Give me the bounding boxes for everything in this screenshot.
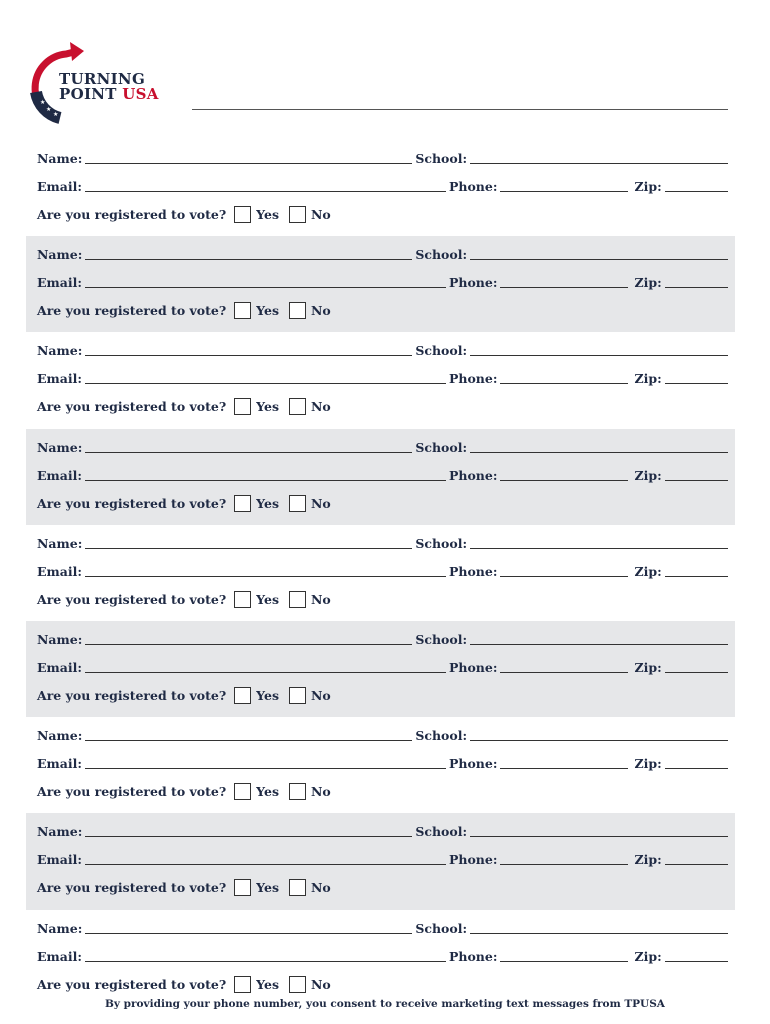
phone-field[interactable]: [500, 287, 628, 288]
entry-row-vote: [37, 494, 728, 512]
name-field[interactable]: [85, 836, 412, 837]
zip-label: Zip:: [634, 467, 662, 483]
no-checkbox[interactable]: [289, 976, 306, 993]
email-label: Email:: [37, 467, 82, 483]
yes-label: Yes: [256, 591, 279, 607]
school-label: School:: [415, 631, 468, 647]
school-label: School:: [415, 343, 468, 359]
name-field[interactable]: [85, 644, 412, 645]
yes-label: Yes: [256, 880, 279, 896]
email-label: Email:: [37, 371, 82, 387]
school-field[interactable]: [470, 933, 728, 934]
entry-row-email-phone-zip: [37, 947, 728, 965]
school-field[interactable]: [470, 644, 728, 645]
phone-label: Phone:: [448, 948, 498, 964]
logo-line-point: POINT USA: [59, 85, 159, 103]
entry-row-name-school: [37, 726, 728, 744]
name-label: Name:: [37, 824, 83, 840]
signup-entry: [26, 332, 735, 428]
email-field[interactable]: [85, 480, 446, 481]
school-label: School:: [415, 247, 468, 263]
phone-field[interactable]: [500, 768, 628, 769]
name-field[interactable]: [85, 163, 412, 164]
phone-label: Phone:: [448, 275, 498, 291]
school-label: School:: [415, 151, 468, 166]
phone-field[interactable]: [500, 576, 628, 577]
entry-row-vote: [37, 205, 728, 223]
yes-label: Yes: [256, 207, 279, 222]
entry-row-vote: [37, 782, 728, 800]
svg-text:★: ★: [46, 106, 52, 113]
email-field[interactable]: [85, 383, 446, 384]
name-label: Name:: [37, 151, 83, 166]
entry-row-email-phone-zip: [37, 562, 728, 580]
no-checkbox[interactable]: [289, 879, 306, 896]
entry-row-name-school: [37, 149, 728, 167]
zip-field[interactable]: [665, 576, 728, 577]
entry-row-email-phone-zip: [37, 466, 728, 484]
yes-label: Yes: [256, 303, 279, 319]
phone-field[interactable]: [500, 864, 628, 865]
email-field[interactable]: [85, 287, 446, 288]
entry-row-vote: [37, 878, 728, 896]
signup-entry: [26, 813, 735, 909]
school-field[interactable]: [470, 259, 728, 260]
phone-label: Phone:: [448, 756, 498, 772]
no-label: No: [311, 880, 331, 896]
no-label: No: [311, 495, 331, 511]
entry-row-name-school: [37, 822, 728, 840]
entry-row-email-phone-zip: [37, 754, 728, 772]
zip-label: Zip:: [634, 659, 662, 675]
school-field[interactable]: [470, 355, 728, 356]
entry-row-name-school: [37, 919, 728, 937]
zip-field[interactable]: [665, 383, 728, 384]
name-field[interactable]: [85, 548, 412, 549]
zip-label: Zip:: [634, 756, 662, 772]
yes-checkbox[interactable]: [234, 302, 251, 319]
no-label: No: [311, 591, 331, 607]
header-rule: [192, 109, 728, 110]
name-field[interactable]: [85, 259, 412, 260]
entry-row-email-phone-zip: [37, 369, 728, 387]
name-label: Name:: [37, 439, 83, 455]
entry-row-email-phone-zip: [37, 658, 728, 676]
entry-row-vote: [37, 301, 728, 319]
zip-field[interactable]: [665, 191, 728, 192]
email-label: Email:: [37, 275, 82, 291]
yes-checkbox[interactable]: [234, 591, 251, 608]
logo-usa: USA: [122, 85, 159, 103]
zip-label: Zip:: [634, 179, 662, 194]
email-field[interactable]: [85, 961, 446, 962]
zip-field[interactable]: [665, 961, 728, 962]
name-field[interactable]: [85, 740, 412, 741]
vote-question: Are you registered to vote?: [37, 784, 227, 800]
school-field[interactable]: [470, 836, 728, 837]
logo-line-turning: TURNING: [59, 70, 146, 88]
email-label: Email:: [37, 948, 82, 964]
name-label: Name:: [37, 728, 83, 744]
no-checkbox[interactable]: [289, 495, 306, 512]
no-label: No: [311, 303, 331, 319]
consent-notice: By providing your phone number, you consent to receive marketing text messages from TPUSA: [105, 998, 665, 1010]
name-label: Name:: [37, 343, 83, 359]
school-field[interactable]: [470, 548, 728, 549]
phone-label: Phone:: [448, 852, 498, 868]
entry-row-vote: [37, 397, 728, 415]
zip-label: Zip:: [634, 275, 662, 291]
entry-row-vote: [37, 686, 728, 704]
school-field[interactable]: [470, 740, 728, 741]
entry-row-email-phone-zip: [37, 177, 728, 195]
yes-label: Yes: [256, 976, 279, 992]
yes-checkbox[interactable]: [234, 495, 251, 512]
signup-entry: [26, 621, 735, 717]
signup-entry: [26, 525, 735, 621]
zip-field[interactable]: [665, 864, 728, 865]
phone-label: Phone:: [448, 467, 498, 483]
svg-text:★: ★: [53, 111, 59, 118]
yes-checkbox[interactable]: [234, 783, 251, 800]
signup-entry: [26, 910, 735, 1006]
yes-label: Yes: [256, 687, 279, 703]
yes-checkbox[interactable]: [234, 206, 251, 223]
email-label: Email:: [37, 756, 82, 772]
school-label: School:: [415, 824, 468, 840]
entry-row-name-school: [37, 245, 728, 263]
svg-text:★: ★: [40, 99, 46, 106]
yes-checkbox[interactable]: [234, 879, 251, 896]
signup-entry: [26, 717, 735, 813]
no-label: No: [311, 687, 331, 703]
vote-question: Are you registered to vote?: [37, 591, 227, 607]
zip-field[interactable]: [665, 768, 728, 769]
no-label: No: [311, 976, 331, 992]
zip-label: Zip:: [634, 948, 662, 964]
no-checkbox[interactable]: [289, 687, 306, 704]
zip-label: Zip:: [634, 563, 662, 579]
no-label: No: [311, 784, 331, 800]
phone-field[interactable]: [500, 961, 628, 962]
logo: [30, 42, 180, 124]
email-label: Email:: [37, 659, 82, 675]
email-field[interactable]: [85, 672, 446, 673]
entry-row-email-phone-zip: [37, 273, 728, 291]
school-label: School:: [415, 920, 468, 936]
school-label: School:: [415, 439, 468, 455]
signup-entry: [26, 140, 735, 236]
no-checkbox[interactable]: [289, 398, 306, 415]
email-field[interactable]: [85, 576, 446, 577]
email-field[interactable]: [85, 768, 446, 769]
no-checkbox[interactable]: [289, 591, 306, 608]
vote-question: Are you registered to vote?: [37, 207, 227, 222]
yes-label: Yes: [256, 495, 279, 511]
entry-row-name-school: [37, 341, 728, 359]
no-label: No: [311, 207, 331, 222]
yes-checkbox[interactable]: [234, 398, 251, 415]
entry-row-name-school: [37, 534, 728, 552]
entry-row-email-phone-zip: [37, 850, 728, 868]
vote-question: Are you registered to vote?: [37, 687, 227, 703]
email-field[interactable]: [85, 191, 446, 192]
signup-entry: [26, 429, 735, 525]
yes-checkbox[interactable]: [234, 976, 251, 993]
zip-field[interactable]: [665, 672, 728, 673]
phone-field[interactable]: [500, 191, 628, 192]
no-checkbox[interactable]: [289, 206, 306, 223]
email-field[interactable]: [85, 864, 446, 865]
phone-label: Phone:: [448, 659, 498, 675]
school-field[interactable]: [470, 452, 728, 453]
school-field[interactable]: [470, 163, 728, 164]
logo-wordmark: [59, 72, 159, 102]
name-field[interactable]: [85, 933, 412, 934]
school-label: School:: [415, 728, 468, 744]
vote-question: Are you registered to vote?: [37, 880, 227, 896]
entry-row-vote: [37, 975, 728, 993]
zip-field[interactable]: [665, 287, 728, 288]
zip-label: Zip:: [634, 371, 662, 387]
zip-field[interactable]: [665, 480, 728, 481]
email-label: Email:: [37, 563, 82, 579]
yes-checkbox[interactable]: [234, 687, 251, 704]
name-field[interactable]: [85, 452, 412, 453]
signup-entries: [26, 140, 735, 1006]
entry-row-name-school: [37, 438, 728, 456]
phone-label: Phone:: [448, 563, 498, 579]
name-label: Name:: [37, 631, 83, 647]
vote-question: Are you registered to vote?: [37, 399, 227, 415]
zip-label: Zip:: [634, 852, 662, 868]
email-label: Email:: [37, 179, 82, 194]
yes-label: Yes: [256, 784, 279, 800]
vote-question: Are you registered to vote?: [37, 976, 227, 992]
yes-label: Yes: [256, 399, 279, 415]
email-label: Email:: [37, 852, 82, 868]
name-label: Name:: [37, 247, 83, 263]
school-label: School:: [415, 535, 468, 551]
no-checkbox[interactable]: [289, 783, 306, 800]
name-label: Name:: [37, 535, 83, 551]
phone-label: Phone:: [448, 179, 498, 194]
no-label: No: [311, 399, 331, 415]
phone-field[interactable]: [500, 672, 628, 673]
no-checkbox[interactable]: [289, 302, 306, 319]
vote-question: Are you registered to vote?: [37, 495, 227, 511]
name-label: Name:: [37, 920, 83, 936]
phone-field[interactable]: [500, 480, 628, 481]
entry-row-name-school: [37, 630, 728, 648]
name-field[interactable]: [85, 355, 412, 356]
vote-question: Are you registered to vote?: [37, 303, 227, 319]
phone-field[interactable]: [500, 383, 628, 384]
entry-row-vote: [37, 590, 728, 608]
signup-entry: [26, 236, 735, 332]
phone-label: Phone:: [448, 371, 498, 387]
